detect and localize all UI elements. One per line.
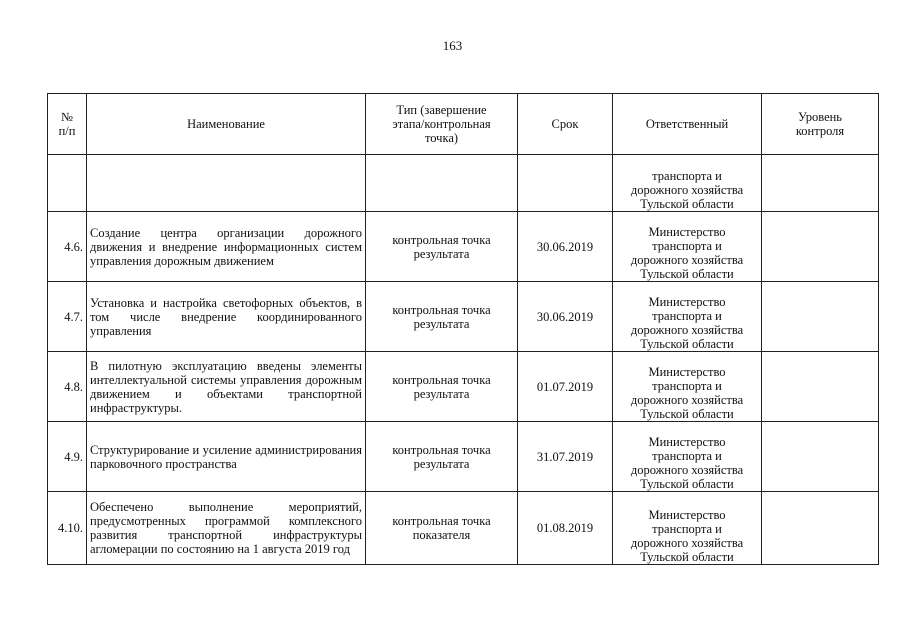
cell-responsible [613, 422, 762, 492]
cell-name: Структурирование и усиление администрирования парковочного пространства [87, 422, 366, 492]
table-row [48, 282, 879, 352]
cell-type-text: контрольная точка результата [392, 372, 491, 401]
cell-num: 4.6. [48, 212, 87, 282]
cell-level [762, 492, 879, 565]
cell-responsible [613, 155, 762, 212]
cell-date [518, 155, 613, 212]
cell-responsible [613, 282, 762, 352]
header-row [48, 94, 879, 155]
cell-level [762, 282, 879, 352]
cell-num: 4.7. [48, 282, 87, 352]
cell-name: Создание центра организации дорожного движения и внедрение информационных систем управления дорожным движением [87, 212, 366, 282]
cell-num: 4.8. [48, 352, 87, 422]
header-responsible-text: Ответственный [645, 117, 729, 131]
cell-name: Обеспечено выполнение мероприятий, предусмотренных программой комплексного развития транспортной инфраструктуры агломерации по состоянию на 1 августа 2019 год [87, 492, 366, 565]
cell-level [762, 155, 879, 212]
header-name-text: Наименование [187, 117, 265, 131]
cell-responsible-text: Министерство транспорта и дорожного хозяйства Тульской области [630, 508, 744, 564]
header-responsible [613, 94, 762, 155]
cell-num: 4.10. [48, 492, 87, 565]
header-type-text: Тип (завершение этапа/контрольная точка) [392, 103, 491, 145]
cell-responsible-text: Министерство транспорта и дорожного хозяйства Тульской области [630, 435, 744, 491]
header-level [762, 94, 879, 155]
header-num-text: № п/п [58, 110, 76, 138]
table-row [48, 492, 879, 565]
cell-responsible [613, 492, 762, 565]
table-row [48, 212, 879, 282]
plan-table [47, 93, 879, 565]
cell-level [762, 352, 879, 422]
cell-name: Установка и настройка светофорных объектов, в том числе внедрение координированного управления [87, 282, 366, 352]
header-date [518, 94, 613, 155]
cell-type [366, 212, 518, 282]
header-name [87, 94, 366, 155]
header-date-text: Срок [551, 117, 579, 131]
cell-date: 31.07.2019 [518, 422, 613, 492]
cell-type-text: контрольная точка показателя [392, 514, 491, 542]
cell-level [762, 212, 879, 282]
cell-name: В пилотную эксплуатацию введены элементы интеллектуальной системы управления дорожным движением и объектами транспортной инфраструктуры. [87, 352, 366, 422]
header-level-text: Уровень контроля [795, 110, 845, 138]
cell-type [366, 282, 518, 352]
cell-responsible [613, 212, 762, 282]
cell-name [87, 155, 366, 212]
cell-responsible-text: Министерство транспорта и дорожного хозяйства Тульской области [630, 225, 744, 281]
cell-responsible-text: Министерство транспорта и дорожного хозяйства Тульской области [630, 295, 744, 351]
cell-type [366, 422, 518, 492]
cell-type [366, 492, 518, 565]
cell-date: 30.06.2019 [518, 282, 613, 352]
cell-date: 01.08.2019 [518, 492, 613, 565]
cell-type-text: контрольная точка результата [392, 302, 491, 331]
cell-date: 30.06.2019 [518, 212, 613, 282]
table-row [48, 352, 879, 422]
cell-responsible [613, 352, 762, 422]
cell-level [762, 422, 879, 492]
cell-responsible-text: Министерство транспорта и дорожного хозяйства Тульской области [630, 365, 744, 421]
cell-type [366, 352, 518, 422]
header-type [366, 94, 518, 155]
header-num [48, 94, 87, 155]
cell-num [48, 155, 87, 212]
cell-type [366, 155, 518, 212]
table-row [48, 422, 879, 492]
cell-num: 4.9. [48, 422, 87, 492]
cell-type-text: контрольная точка результата [392, 442, 491, 471]
continuation-row [48, 155, 879, 212]
cell-date: 01.07.2019 [518, 352, 613, 422]
page-number: 163 [442, 38, 463, 53]
cell-type-text: контрольная точка результата [392, 232, 491, 261]
cell-responsible-text: транспорта и дорожного хозяйства Тульской области [630, 169, 744, 211]
